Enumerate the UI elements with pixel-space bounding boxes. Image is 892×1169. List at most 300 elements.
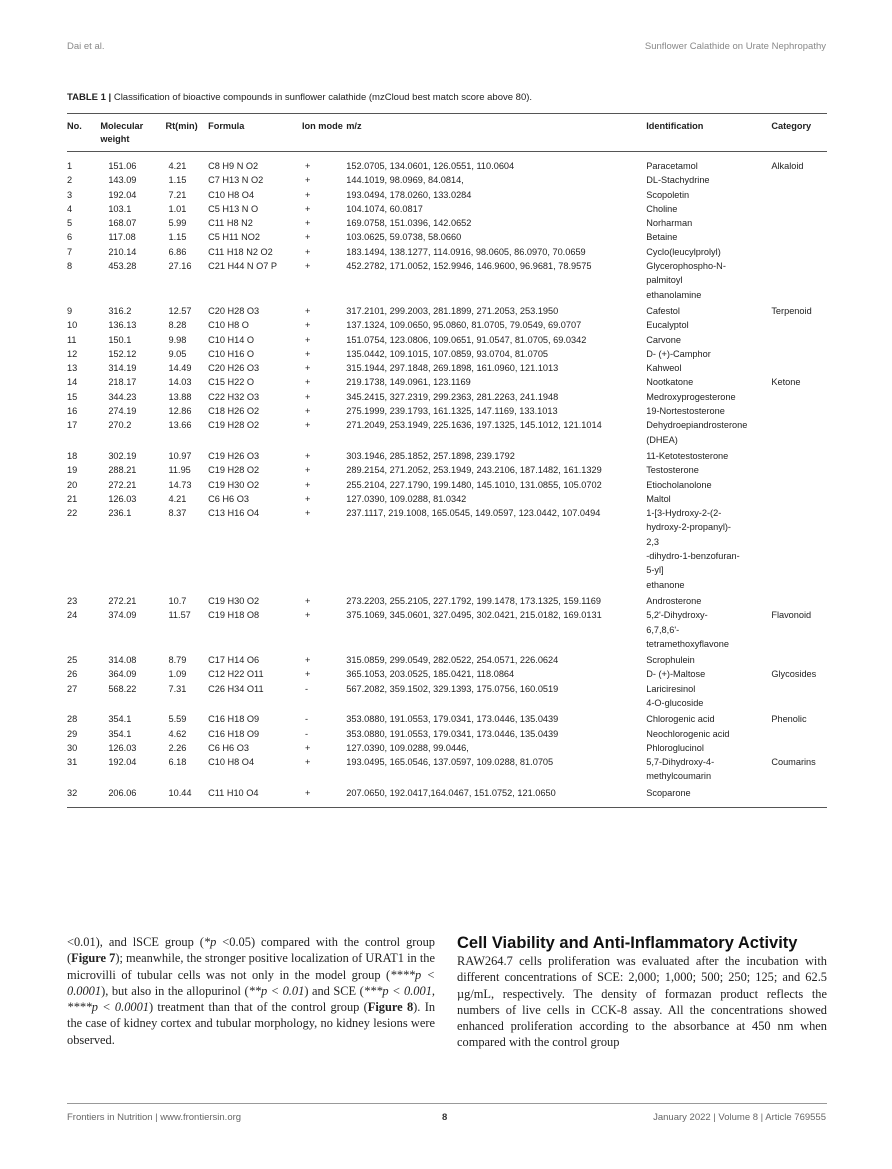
cell-formula: C22 H32 O3 xyxy=(208,391,260,402)
cell-formula: C5 H13 N O xyxy=(208,203,259,214)
section-body: RAW264.7 cells proliferation was evaluated after the incubation with different concentrations of SCE: 2,000; 1,000; 500; 250; 125; and 62.5 µg/mL, respectively. The density of formazan product reflects the numbers of live cells in CCK-8 assay. All the concentrations showed enhanced proliferation according to the absorbance at 450 nm when compared with the control group xyxy=(457,954,827,1050)
cell-mz: 273.2203, 255.2105, 227.1792, 199.1478, 173.1325, 159.1169 xyxy=(346,595,601,606)
cell-rt: 10.7 xyxy=(168,595,187,606)
cell-ion-mode: + xyxy=(304,334,311,345)
cell-molecular-weight: 354.1 xyxy=(108,728,132,739)
cell-rt: 2.26 xyxy=(168,742,187,753)
cell-no: 15 xyxy=(67,391,78,402)
cell-formula: C19 H30 O2 xyxy=(208,479,260,490)
compounds-table xyxy=(67,113,827,808)
cell-identification: Betaine xyxy=(646,232,678,243)
cell-molecular-weight: 374.09 xyxy=(108,610,137,621)
cell-no: 2 xyxy=(67,175,73,186)
table-row xyxy=(67,202,827,216)
cell-identification: 11-Ketotestosterone xyxy=(646,450,729,461)
cell-category: Flavonoid xyxy=(771,610,812,621)
table-row xyxy=(67,375,827,389)
table-header-row xyxy=(67,114,827,152)
cell-category xyxy=(771,245,827,259)
cell-rt: 12.86 xyxy=(168,406,192,417)
cell-mz: 289.2154, 271.2052, 253.1949, 243.2106, 187.1482, 161.1329 xyxy=(346,465,602,476)
footer-citation: January 2022 | Volume 8 | Article 769555 xyxy=(653,1112,826,1123)
cell-category xyxy=(771,418,827,447)
cell-rt: 1.09 xyxy=(168,669,187,680)
cell-rt: 10.97 xyxy=(168,450,192,461)
cell-mz: 353.0880, 191.0553, 179.0341, 173.0446, 135.0439 xyxy=(346,728,559,739)
cell-formula: C10 H16 O xyxy=(208,348,255,359)
cell-rt: 11.95 xyxy=(168,465,191,476)
cell-ion-mode: + xyxy=(304,493,311,504)
cell-no: 30 xyxy=(67,742,78,753)
table-row xyxy=(67,230,827,244)
cell-no: 26 xyxy=(67,669,78,680)
cell-molecular-weight: 150.1 xyxy=(108,334,132,345)
table-row xyxy=(67,152,827,174)
cell-no: 4 xyxy=(67,203,73,214)
cell-rt: 9.98 xyxy=(168,334,187,345)
cell-identification: Scoparone xyxy=(646,787,691,798)
table-row xyxy=(67,478,827,492)
cell-ion-mode: + xyxy=(304,655,311,666)
table-row xyxy=(67,259,827,302)
cell-formula: C19 H30 O2 xyxy=(208,595,260,606)
cell-rt: 10.44 xyxy=(168,787,192,798)
cell-rt: 13.88 xyxy=(168,391,192,402)
table-row xyxy=(67,188,827,202)
cell-rt: 14.03 xyxy=(168,377,192,388)
cell-formula: C12 H22 O11 xyxy=(208,669,264,680)
cell-rt: 11.57 xyxy=(168,610,191,621)
cell-ion-mode: + xyxy=(304,363,311,374)
cell-category xyxy=(771,188,827,202)
col-header-ion-mode: Ion mode xyxy=(302,114,346,152)
cell-category xyxy=(771,230,827,244)
cell-mz: 271.2049, 253.1949, 225.1636, 197.1325, 145.1012, 121.1014 xyxy=(346,420,602,431)
cell-no: 23 xyxy=(67,595,78,606)
cell-mz: 345.2415, 327.2319, 299.2363, 281.2263, 241.1948 xyxy=(346,391,559,402)
cell-identification: Cyclo(leucylprolyl) xyxy=(646,246,721,257)
cell-category xyxy=(771,318,827,332)
cell-formula: C13 H16 O4 xyxy=(208,508,260,519)
cell-no: 7 xyxy=(67,246,73,257)
cell-rt: 14.73 xyxy=(168,479,192,490)
cell-identification: Choline xyxy=(646,203,678,214)
cell-identification: D- (+)-Maltose xyxy=(646,669,706,680)
cell-identification: Medroxyprogesterone xyxy=(646,391,736,402)
cell-molecular-weight: 354.1 xyxy=(108,714,132,725)
col-header-rt: Rt(min) xyxy=(165,114,208,152)
cell-no: 21 xyxy=(67,493,78,504)
cell-no: 24 xyxy=(67,610,78,621)
cell-identification: Kahweol xyxy=(646,363,682,374)
cell-formula: C10 H14 O xyxy=(208,334,255,345)
cell-formula: C21 H44 N O7 P xyxy=(208,261,278,272)
cell-no: 1 xyxy=(67,161,73,171)
cell-mz: 103.0625, 59.0738, 58.0660 xyxy=(346,232,462,243)
cell-molecular-weight: 192.04 xyxy=(108,757,137,768)
cell-molecular-weight: 272.21 xyxy=(108,595,137,606)
cell-molecular-weight: 103.1 xyxy=(108,203,132,214)
cell-formula: C7 H13 N O2 xyxy=(208,175,264,186)
cell-molecular-weight: 143.09 xyxy=(108,175,137,186)
cell-ion-mode: + xyxy=(304,479,311,490)
cell-no: 22 xyxy=(67,508,78,519)
cell-molecular-weight: 270.2 xyxy=(108,420,132,431)
cell-ion-mode: + xyxy=(304,450,311,461)
cell-ion-mode: + xyxy=(304,669,311,680)
table-caption-label: TABLE 1 | xyxy=(67,92,112,103)
cell-category xyxy=(771,492,827,506)
cell-rt: 14.49 xyxy=(168,363,192,374)
cell-ion-mode: + xyxy=(304,610,311,621)
table-caption xyxy=(67,92,827,103)
cell-rt: 8.28 xyxy=(168,320,187,331)
table-row xyxy=(67,755,827,784)
cell-ion-mode: + xyxy=(304,787,311,798)
cell-rt: 6.86 xyxy=(168,246,187,257)
table-row xyxy=(67,418,827,447)
cell-molecular-weight: 192.04 xyxy=(108,189,137,200)
cell-mz: 127.0390, 109.0288, 99.0446, xyxy=(346,742,469,753)
cell-identification: Maltol xyxy=(646,493,671,504)
table-row xyxy=(67,710,827,726)
cell-category xyxy=(771,447,827,463)
cell-category xyxy=(771,784,827,808)
cell-mz: 375.1069, 345.0601, 327.0495, 302.0421, 215.0182, 169.0131 xyxy=(346,610,602,621)
cell-ion-mode: + xyxy=(304,175,311,186)
footer-rule xyxy=(67,1103,827,1104)
cell-identification: Dehydroepiandrosterone (DHEA) xyxy=(646,420,748,445)
cell-molecular-weight: 117.08 xyxy=(108,232,136,243)
cell-formula: C26 H34 O11 xyxy=(208,683,264,694)
cell-molecular-weight: 126.03 xyxy=(108,742,137,753)
cell-rt: 12.57 xyxy=(168,305,192,316)
cell-ion-mode: + xyxy=(304,161,311,171)
cell-mz: 275.1999, 239.1793, 161.1325, 147.1169, 133.1013 xyxy=(346,406,558,417)
cell-no: 8 xyxy=(67,261,73,272)
cell-molecular-weight: 236.1 xyxy=(108,508,132,519)
cell-ion-mode: + xyxy=(304,320,311,331)
table-row xyxy=(67,245,827,259)
cell-identification: 5,7-Dihydroxy-4- methylcoumarin xyxy=(646,757,715,782)
table-row xyxy=(67,651,827,667)
cell-category xyxy=(771,361,827,375)
footer-journal: Frontiers in Nutrition | www.frontiersin.org xyxy=(67,1112,242,1123)
table-row xyxy=(67,506,827,592)
cell-category xyxy=(771,463,827,477)
cell-formula: C19 H18 O8 xyxy=(208,610,260,621)
cell-no: 11 xyxy=(67,334,77,345)
table-row xyxy=(67,318,827,332)
cell-ion-mode: + xyxy=(304,465,311,476)
cell-ion-mode: + xyxy=(304,189,311,200)
cell-identification: D- (+)-Camphor xyxy=(646,348,711,359)
cell-rt: 8.37 xyxy=(168,508,187,519)
cell-no: 5 xyxy=(67,218,73,229)
cell-formula: C11 H10 O4 xyxy=(208,787,259,798)
cell-molecular-weight: 210.14 xyxy=(108,246,137,257)
col-header-molecular-weight: Molecular weight xyxy=(100,114,165,152)
col-header-identification: Identification xyxy=(646,114,771,152)
cell-identification: Scrophulein xyxy=(646,655,695,666)
cell-mz: 315.0859, 299.0549, 282.0522, 254.0571, 226.0624 xyxy=(346,655,559,666)
cell-no: 12 xyxy=(67,348,78,359)
cell-identification: Eucalyptol xyxy=(646,320,689,331)
cell-ion-mode: + xyxy=(304,742,311,753)
cell-identification: Neochlorogenic acid xyxy=(646,728,730,739)
col-header-mz: m/z xyxy=(346,114,646,152)
cell-rt: 4.21 xyxy=(168,161,187,171)
cell-formula: C16 H18 O9 xyxy=(208,728,260,739)
table-body xyxy=(67,152,827,808)
cell-category xyxy=(771,741,827,755)
cell-identification: Paracetamol xyxy=(646,161,698,171)
cell-no: 25 xyxy=(67,655,78,666)
cell-molecular-weight: 151.06 xyxy=(108,161,137,171)
cell-rt: 9.05 xyxy=(168,348,187,359)
cell-formula: C11 H8 N2 xyxy=(208,218,253,229)
cell-molecular-weight: 272.21 xyxy=(108,479,137,490)
cell-category xyxy=(771,390,827,404)
cell-ion-mode: + xyxy=(304,232,311,243)
cell-rt: 6.18 xyxy=(168,757,187,768)
cell-no: 10 xyxy=(67,320,78,331)
cell-formula: C10 H8 O4 xyxy=(208,757,255,768)
cell-mz: 219.1738, 149.0961, 123.1169 xyxy=(346,377,471,388)
cell-molecular-weight: 206.06 xyxy=(108,787,137,798)
left-column-text: <0.01), and lSCE group (*p <0.05) compared with the control group (Figure 7); meanwhile, the stronger positive localization of URAT1 in the microvilli of tubular cells was not only in the model group (****p < 0.0001), but also in the allopurinol (**p < 0.01) and SCE (***p < 0.001, ****p < 0.0001) treatment than that of the control group (Figure 8). In the case of kidney cortex and tubular morphology, no kidney lesions were observed. xyxy=(67,935,436,1047)
cell-rt: 1.15 xyxy=(168,232,187,243)
cell-identification: Chlorogenic acid xyxy=(646,714,715,725)
cell-rt: 7.21 xyxy=(168,189,187,200)
cell-molecular-weight: 274.19 xyxy=(108,406,137,417)
cell-category xyxy=(771,682,827,711)
cell-molecular-weight: 126.03 xyxy=(108,493,137,504)
cell-formula: C20 H28 O3 xyxy=(208,305,260,316)
cell-category xyxy=(771,727,827,741)
running-header-authors: Dai et al. xyxy=(67,41,105,52)
cell-identification: Androsterone xyxy=(646,595,702,606)
cell-identification: Scopoletin xyxy=(646,189,690,200)
cell-rt: 13.66 xyxy=(168,420,192,431)
cell-rt: 1.15 xyxy=(168,175,187,186)
cell-molecular-weight: 314.19 xyxy=(108,363,137,374)
cell-identification: 1-[3-Hydroxy-2-(2- hydroxy-2-propanyl)- 2,3 -dihydro-1-benzofuran- 5-yl] ethanone xyxy=(646,508,740,590)
cell-ion-mode: + xyxy=(304,757,311,768)
cell-molecular-weight: 568.22 xyxy=(108,683,137,694)
right-column-text xyxy=(457,934,827,1051)
page-number: 8 xyxy=(442,1112,448,1123)
cell-category: Terpenoid xyxy=(771,305,812,316)
cell-mz: 207.0650, 192.0417,164.0467, 151.0752, 121.0650 xyxy=(346,787,556,798)
cell-no: 28 xyxy=(67,714,78,725)
figure-8-link[interactable]: Figure 8 xyxy=(367,1000,414,1015)
cell-formula: C19 H28 O2 xyxy=(208,420,260,431)
cell-no: 9 xyxy=(67,305,73,316)
cell-formula: C17 H14 O6 xyxy=(208,655,260,666)
cell-molecular-weight: 218.17 xyxy=(108,377,137,388)
cell-ion-mode: + xyxy=(304,420,311,431)
cell-identification: Lariciresinol 4-O-glucoside xyxy=(646,683,704,708)
table-row xyxy=(67,784,827,808)
cell-ion-mode: + xyxy=(304,218,311,229)
cell-ion-mode: - xyxy=(304,714,309,725)
running-header-title: Sunflower Calathide on Urate Nephropathy xyxy=(644,41,826,52)
table-row xyxy=(67,333,827,347)
cell-mz: 452.2782, 171.0052, 152.9946, 146.9600, 96.9681, 78.9575 xyxy=(346,261,592,272)
table-row xyxy=(67,361,827,375)
cell-no: 32 xyxy=(67,787,78,798)
cell-identification: 19-Nortestosterone xyxy=(646,406,725,417)
cell-molecular-weight: 364.09 xyxy=(108,669,137,680)
cell-mz: 127.0390, 109.0288, 81.0342 xyxy=(346,493,467,504)
cell-no: 17 xyxy=(67,420,78,431)
cell-category xyxy=(771,202,827,216)
cell-mz: 183.1494, 138.1277, 114.0916, 98.0605, 86.0970, 70.0659 xyxy=(346,246,586,257)
cell-identification: Phloroglucinol xyxy=(646,742,704,753)
cell-no: 31 xyxy=(67,757,78,768)
table-row xyxy=(67,173,827,187)
cell-formula: C10 H8 O4 xyxy=(208,189,255,200)
cell-mz: 152.0705, 134.0601, 126.0551, 110.0604 xyxy=(346,161,515,171)
cell-formula: C19 H26 O3 xyxy=(208,450,260,461)
cell-identification: Etiocholanolone xyxy=(646,479,712,490)
table-row xyxy=(67,347,827,361)
cell-rt: 7.31 xyxy=(168,683,187,694)
cell-molecular-weight: 288.21 xyxy=(108,465,137,476)
cell-formula: C10 H8 O xyxy=(208,320,249,331)
cell-molecular-weight: 314.08 xyxy=(108,655,137,666)
table-row xyxy=(67,492,827,506)
cell-ion-mode: + xyxy=(304,595,311,606)
cell-formula: C16 H18 O9 xyxy=(208,714,260,725)
cell-mz: 151.0754, 123.0806, 109.0651, 91.0547, 81.0705, 69.0342 xyxy=(346,334,587,345)
cell-ion-mode: - xyxy=(304,728,309,739)
cell-rt: 8.79 xyxy=(168,655,187,666)
cell-mz: 365.1053, 203.0525, 185.0421, 118.0864 xyxy=(346,669,515,680)
cell-ion-mode: + xyxy=(304,348,311,359)
cell-category xyxy=(771,173,827,187)
cell-molecular-weight: 152.12 xyxy=(108,348,137,359)
cell-category xyxy=(771,347,827,361)
cell-mz: 193.0494, 178.0260, 133.0284 xyxy=(346,189,472,200)
cell-mz: 315.1944, 297.1848, 269.1898, 161.0960, 121.1013 xyxy=(346,363,559,374)
cell-identification: Testosterone xyxy=(646,465,699,476)
cell-formula: C20 H26 O3 xyxy=(208,363,260,374)
cell-category: Glycosides xyxy=(771,669,817,680)
cell-rt: 27.16 xyxy=(168,261,192,272)
cell-mz: 104.1074, 60.0817 xyxy=(346,203,423,214)
cell-category xyxy=(771,404,827,418)
cell-no: 3 xyxy=(67,189,73,200)
col-header-category: Category xyxy=(771,114,827,152)
cell-no: 20 xyxy=(67,479,78,490)
cell-mz: 135.0442, 109.1015, 107.0859, 93.0704, 81.0705 xyxy=(346,348,549,359)
cell-mz: 144.1019, 98.0969, 84.0814, xyxy=(346,175,464,186)
cell-molecular-weight: 168.07 xyxy=(108,218,137,229)
table-row xyxy=(67,302,827,318)
cell-ion-mode: + xyxy=(304,391,311,402)
cell-formula: C19 H28 O2 xyxy=(208,465,260,476)
cell-ion-mode: + xyxy=(304,203,311,214)
cell-category xyxy=(771,651,827,667)
cell-formula: C18 H26 O2 xyxy=(208,406,260,417)
cell-category xyxy=(771,592,827,608)
cell-ion-mode: + xyxy=(304,406,311,417)
cell-identification: Glycerophospho-N- palmitoyl ethanolamine xyxy=(646,261,726,300)
cell-category: Alkaloid xyxy=(771,161,804,171)
table-row xyxy=(67,608,827,651)
figure-7-link[interactable]: Figure 7 xyxy=(71,951,116,966)
cell-formula: C8 H9 N O2 xyxy=(208,161,259,171)
cell-rt: 5.59 xyxy=(168,714,187,725)
cell-mz: 237.1117, 219.1008, 165.0545, 149.0597, 123.0442, 107.0494 xyxy=(346,508,601,519)
cell-identification: Nootkatone xyxy=(646,377,694,388)
cell-identification: Carvone xyxy=(646,334,681,345)
cell-identification: 5,2'-Dihydroxy- 6,7,8,6'- tetramethoxyflavone xyxy=(646,610,729,649)
cell-no: 19 xyxy=(67,465,78,476)
cell-rt: 4.62 xyxy=(168,728,187,739)
col-header-no: No. xyxy=(67,114,100,152)
cell-mz: 137.1324, 109.0650, 95.0860, 81.0705, 79.0549, 69.0707 xyxy=(346,320,582,331)
cell-category xyxy=(771,259,827,302)
cell-ion-mode: + xyxy=(304,305,311,316)
cell-ion-mode: - xyxy=(304,683,309,694)
cell-formula: C5 H11 NO2 xyxy=(208,232,261,243)
cell-category xyxy=(771,478,827,492)
cell-mz: 353.0880, 191.0553, 179.0341, 173.0446, 135.0439 xyxy=(346,714,559,725)
table-row xyxy=(67,463,827,477)
cell-ion-mode: + xyxy=(304,508,311,519)
cell-formula: C6 H6 O3 xyxy=(208,742,249,753)
cell-no: 29 xyxy=(67,728,78,739)
cell-mz: 169.0758, 151.0396, 142.0652 xyxy=(346,218,472,229)
cell-no: 6 xyxy=(67,232,73,243)
cell-no: 27 xyxy=(67,683,78,694)
cell-formula: C11 H18 N2 O2 xyxy=(208,246,273,257)
cell-category xyxy=(771,216,827,230)
cell-mz: 303.1946, 285.1852, 257.1898, 239.1792 xyxy=(346,450,515,461)
table-row xyxy=(67,390,827,404)
cell-molecular-weight: 136.13 xyxy=(108,320,137,331)
cell-mz: 255.2104, 227.1790, 199.1480, 145.1010, 131.0855, 105.0702 xyxy=(346,479,602,490)
table-row xyxy=(67,592,827,608)
cell-formula: C15 H22 O xyxy=(208,377,255,388)
table-row xyxy=(67,741,827,755)
cell-category xyxy=(771,333,827,347)
table-row xyxy=(67,447,827,463)
cell-molecular-weight: 302.19 xyxy=(108,450,137,461)
cell-rt: 5.99 xyxy=(168,218,187,229)
cell-molecular-weight: 344.23 xyxy=(108,391,137,402)
cell-ion-mode: + xyxy=(304,261,311,272)
cell-identification: Cafestol xyxy=(646,305,680,316)
cell-ion-mode: + xyxy=(304,377,311,388)
cell-no: 18 xyxy=(67,450,78,461)
cell-no: 14 xyxy=(67,377,78,388)
table-row xyxy=(67,667,827,681)
cell-no: 13 xyxy=(67,363,78,374)
section-title: Cell Viability and Anti-Inflammatory Activity xyxy=(457,934,798,952)
cell-mz: 193.0495, 165.0546, 137.0597, 109.0288, 81.0705 xyxy=(346,757,554,768)
cell-formula: C6 H6 O3 xyxy=(208,493,249,504)
cell-mz: 317.2101, 299.2003, 281.1899, 271.2053, 253.1950 xyxy=(346,305,559,316)
cell-category xyxy=(771,506,827,592)
cell-mz: 567.2082, 359.1502, 329.1393, 175.0756, 160.0519 xyxy=(346,683,559,694)
col-header-formula: Formula xyxy=(208,114,302,152)
table-row xyxy=(67,404,827,418)
cell-molecular-weight: 453.28 xyxy=(108,261,137,272)
